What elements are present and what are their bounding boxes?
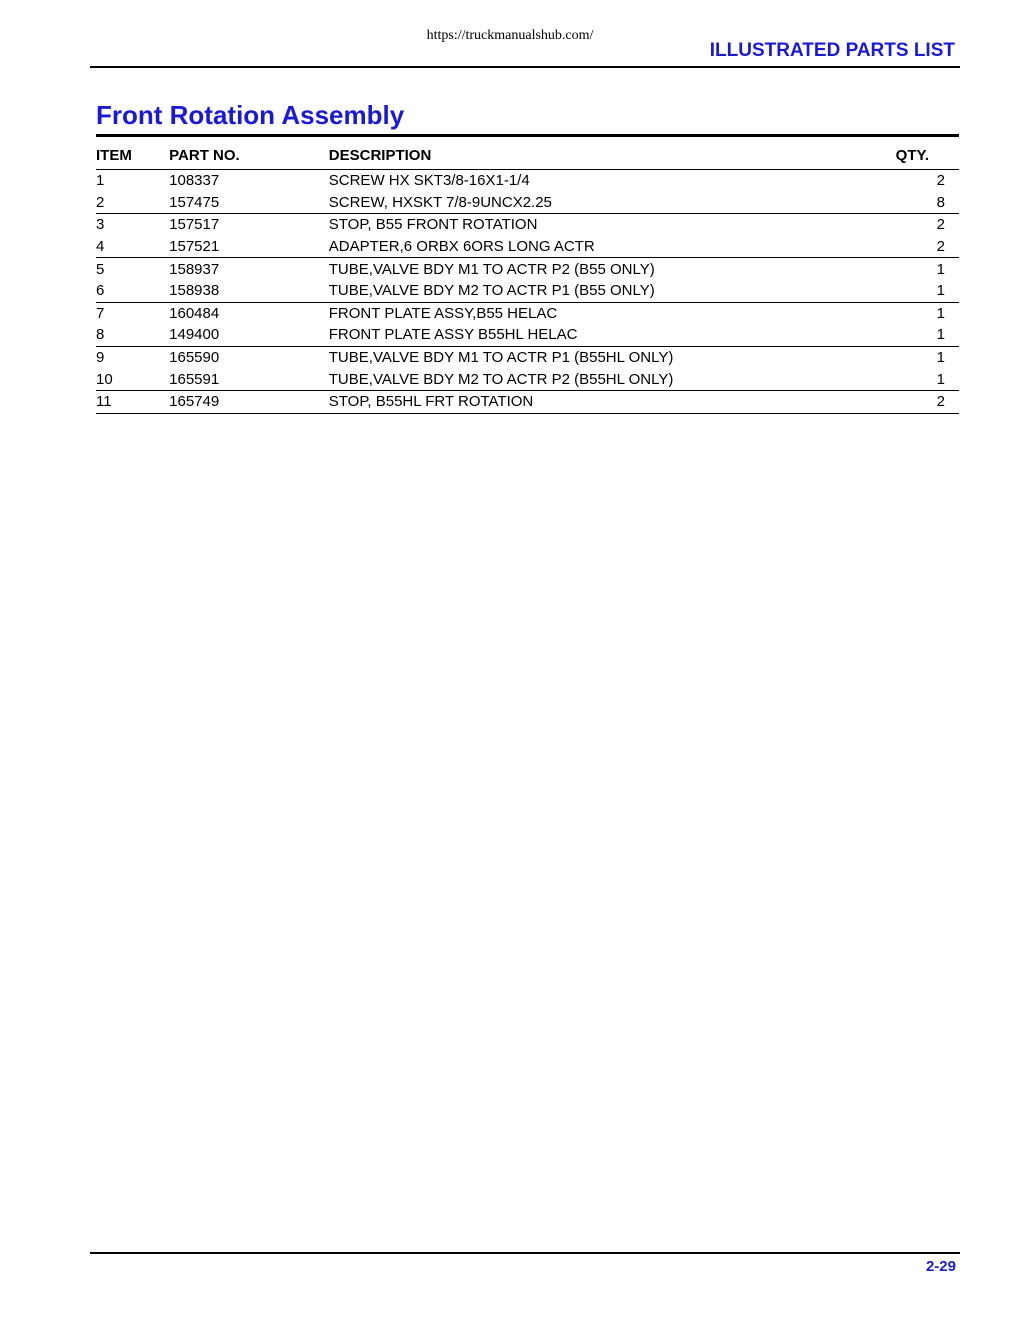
cell-description: FRONT PLATE ASSY B55HL HELAC: [328, 326, 578, 344]
cell-part-no: 160484: [169, 302, 329, 324]
table-row: [96, 258, 959, 280]
table-row: [96, 192, 959, 214]
title-divider: [96, 134, 959, 137]
cell-item: 7: [96, 302, 169, 324]
cell-part-no: 149400: [169, 326, 220, 344]
cell-qty: 2: [936, 172, 945, 190]
header-divider: [90, 66, 960, 68]
cell-qty: 8: [936, 193, 945, 211]
cell-description: STOP, B55 FRONT ROTATION: [329, 214, 849, 236]
source-url-text: https://truckmanualshub.com/: [426, 28, 594, 43]
cell-part-no: 165591: [169, 370, 220, 388]
footer-divider: [90, 1252, 960, 1254]
page-title: Front Rotation Assembly: [96, 100, 405, 130]
table-row: [96, 324, 959, 346]
cell-description: TUBE,VALVE BDY M2 TO ACTR P2 (B55HL ONLY): [328, 370, 674, 388]
cell-qty: 1: [936, 326, 945, 344]
table-row: [96, 214, 959, 236]
cell-description: TUBE,VALVE BDY M1 TO ACTR P1 (B55HL ONLY): [329, 346, 849, 368]
cell-part-no: 157521: [169, 238, 220, 256]
section-header: ILLUSTRATED PARTS LIST: [709, 40, 955, 61]
cell-part-no: 157475: [169, 193, 220, 211]
table-row: [96, 302, 959, 324]
table-row: [96, 170, 959, 192]
cell-item: 2: [96, 193, 105, 211]
cell-qty: 2: [848, 390, 959, 413]
column-header-item: ITEM: [96, 142, 169, 170]
cell-part-no: 158938: [169, 282, 220, 300]
cell-description: SCREW HX SKT3/8-16X1-1/4: [328, 172, 530, 190]
cell-qty: 1: [936, 370, 945, 388]
cell-description: ADAPTER,6 ORBX 6ORS LONG ACTR: [328, 238, 595, 256]
cell-item: 11: [96, 390, 169, 413]
table-header-row: [96, 142, 959, 170]
cell-description: FRONT PLATE ASSY,B55 HELAC: [329, 302, 849, 324]
cell-item: 3: [96, 214, 169, 236]
cell-part-no: 158937: [169, 258, 329, 280]
cell-description: STOP, B55HL FRT ROTATION: [329, 390, 849, 413]
cell-item: 5: [96, 258, 169, 280]
table-row: [96, 346, 959, 368]
cell-item: 8: [96, 326, 105, 344]
table-row: [96, 236, 959, 258]
column-header-part-no: PART NO.: [169, 142, 329, 170]
table-row: [96, 368, 959, 390]
cell-description: TUBE,VALVE BDY M1 TO ACTR P2 (B55 ONLY): [329, 258, 849, 280]
cell-qty: 1: [848, 258, 959, 280]
cell-item: 1: [96, 172, 105, 190]
cell-item: 9: [96, 346, 169, 368]
table-row: [96, 390, 959, 413]
column-header-qty: QTY.: [848, 142, 959, 170]
column-header-description: DESCRIPTION: [329, 142, 849, 170]
cell-qty: 1: [848, 346, 959, 368]
parts-table: [96, 142, 959, 414]
cell-part-no: 157517: [169, 214, 329, 236]
page-number: 2-29: [925, 1258, 956, 1275]
cell-qty: 2: [936, 238, 945, 256]
cell-part-no: 165590: [169, 346, 329, 368]
cell-item: 4: [96, 238, 105, 256]
cell-item: 6: [96, 282, 105, 300]
cell-part-no: 165749: [169, 390, 329, 413]
cell-description: TUBE,VALVE BDY M2 TO ACTR P1 (B55 ONLY): [328, 282, 655, 300]
table-row: [96, 280, 959, 302]
cell-qty: 2: [848, 214, 959, 236]
table-body: [96, 170, 959, 414]
cell-part-no: 108337: [169, 172, 220, 190]
cell-qty: 1: [848, 302, 959, 324]
cell-qty: 1: [936, 282, 945, 300]
cell-description: SCREW, HXSKT 7/8-9UNCX2.25: [328, 193, 552, 211]
cell-item: 10: [96, 370, 113, 388]
